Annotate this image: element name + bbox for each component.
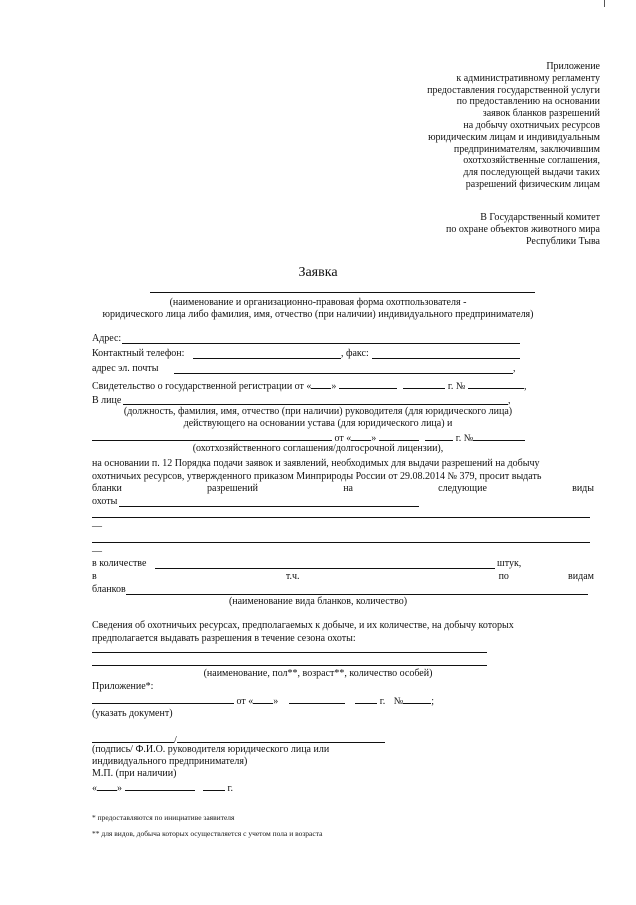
annex-line: на добычу охотничьих ресурсов [463,119,600,131]
agreement-quote: » [371,433,377,444]
fax-input[interactable] [372,358,520,359]
addressee-block [446,212,600,248]
email-input[interactable] [174,373,513,374]
registration-certificate-field [92,379,526,393]
hunt-label: охоты [92,496,118,507]
addressee-line: В Государственный комитет [480,212,600,223]
dash-mark: — [92,521,102,532]
agreement-day-input[interactable] [351,431,371,441]
person-input[interactable] [123,404,508,405]
annex-line: предпринимателям, заключившим [453,143,600,155]
stamp-label: М.П. (при наличии) [92,768,177,779]
including-line: в т.ч. по видам [92,571,594,582]
basis-words-line: бланки разрешений на следующие виды [92,483,594,495]
annex-line: предоставления государственной услуги [427,84,600,96]
footnote: * предоставляются по инициативе заявителя [92,813,235,822]
cert-number-input[interactable] [468,379,524,389]
quantity-input[interactable] [155,568,495,569]
quantity-label: в количестве [92,558,147,569]
resources-input-2[interactable] [92,665,487,666]
attachment-year-input[interactable] [355,694,377,704]
attachment-semicolon: ; [431,696,435,707]
agreement-name-input[interactable] [92,431,332,441]
resources-paragraph [92,620,594,645]
attachment-year-label: г. [379,696,386,707]
signature-caption [92,744,329,768]
phone-input[interactable] [193,358,341,359]
resources-caption: (наименование, пол**, возраст**, количество особей) [203,668,433,679]
page-edge-mark [604,0,605,7]
signature-month-input[interactable] [125,781,195,791]
agreement-from: от « [334,433,352,444]
agreement-year-label: г. № [455,433,474,444]
signature-year-label: г. [227,783,233,794]
person-caption-line: (должность, фамилия, имя, отчество (при наличии) руководителя (для юридического лица) [123,406,513,417]
annex-line: юридическим лицам и индивидуальным [428,131,600,143]
attachment-month-input[interactable] [289,694,345,704]
blanks-caption: (наименование вида бланков, количество) [228,596,408,607]
annex-line: Приложение [546,61,600,72]
attachment-num-label: № [393,696,404,707]
attachment-from: от « [236,696,254,707]
signature-year-input[interactable] [203,781,225,791]
annex-block [427,61,600,191]
date-close: » [117,783,122,794]
blanks-input[interactable] [126,594,588,595]
basis-paragraph [92,458,594,496]
person-label: В лице [92,395,122,406]
annex-line: по предоставлению на основании [456,96,600,108]
agreement-month-input[interactable] [379,431,419,441]
applicant-caption-line: юридического лица либо фамилия, имя, отчество (при наличии) индивидуального предпринимателя) [102,309,534,320]
dash-mark: — [92,546,102,557]
addressee-line: по охране объектов животного мира [446,224,600,235]
attachment-field [92,694,434,708]
resources-input-1[interactable] [92,652,487,653]
cert-label: Свидетельство о государственной регистрации от « [92,381,312,392]
address-label: Адрес: [92,333,122,344]
signature-slash: / [174,735,177,746]
attachment-label: Приложение*: [92,681,154,692]
agreement-caption: (охотхозяйственного соглашения/долгосрочной лицензии), [192,443,444,454]
agreement-number-input[interactable] [473,431,525,441]
hunt-extra-line-2[interactable] [92,542,590,543]
basis-line: охотничьих ресурсов, утвержденного приказом Минприроды России от 29.08.2014 № 379, просит выдать [92,470,542,482]
signature-date-field [92,781,233,795]
blanks-label: бланков [92,584,126,595]
cert-year-input[interactable] [403,379,445,389]
cert-comma: , [523,381,527,392]
signature-name-input[interactable] [177,733,385,743]
person-caption [0,406,636,430]
email-label: адрес эл. почты [92,363,159,374]
resources-line: Сведения об охотничьих ресурсах, предполагаемых к добыче, и их количестве, на добычу которых [92,620,514,631]
attachment-day-input[interactable] [253,694,273,704]
person-comma: , [508,395,511,406]
signature-caption-line: (подпись/ Ф.И.О. руководителя юридического лица или [92,744,330,755]
signature-input[interactable] [92,733,174,743]
applicant-caption-line: (наименование и организационно-правовая форма охотпользователя - [169,297,467,308]
cert-year-label: г. № [447,381,466,392]
annex-line: для последующей выдачи таких [463,167,600,179]
address-input[interactable] [122,343,520,344]
attachment-doc-input[interactable] [92,694,234,704]
applicant-line[interactable] [150,292,535,293]
agreement-year-input[interactable] [425,431,453,441]
attachment-number-input[interactable] [403,694,431,704]
attachment-caption: (указать документ) [92,708,173,719]
annex-line: разрешений физическим лицам [465,178,600,190]
signature-day-input[interactable] [97,781,117,791]
applicant-caption [0,297,636,321]
page-title: Заявка [298,265,338,280]
signature-caption-line: индивидуального предпринимателя) [92,756,248,767]
fax-label: , факс: [341,348,369,359]
addressee-line: Республики Тыва [525,236,600,247]
date-open: « [92,783,97,794]
basis-line: на основании п. 12 Порядка подачи заявок и заявлений, необходимых для выдачи разрешений на добычу [92,458,540,469]
phone-label: Контактный телефон: [92,348,185,359]
annex-line: заявок бланков разрешений [482,108,600,120]
footnote: ** для видов, добыча которых осуществляется с учетом пола и возраста [92,829,323,838]
hunt-extra-line-1[interactable] [92,517,590,518]
cert-month-input[interactable] [339,379,397,389]
person-caption-line: действующего на основании устава (для юридического лица) и [183,418,453,429]
annex-line: охотхозяйственные соглашения, [463,155,600,167]
hunt-input[interactable] [119,506,419,507]
email-comma: , [513,363,516,374]
annex-line: к административному регламенту [456,72,600,84]
resources-line: предполагается выдавать разрешения в течение сезона охоты: [92,632,356,644]
cert-day-input[interactable] [311,379,331,389]
attachment-quote: » [273,696,279,707]
quantity-unit: штук, [497,558,522,569]
cert-quote: » [331,381,337,392]
